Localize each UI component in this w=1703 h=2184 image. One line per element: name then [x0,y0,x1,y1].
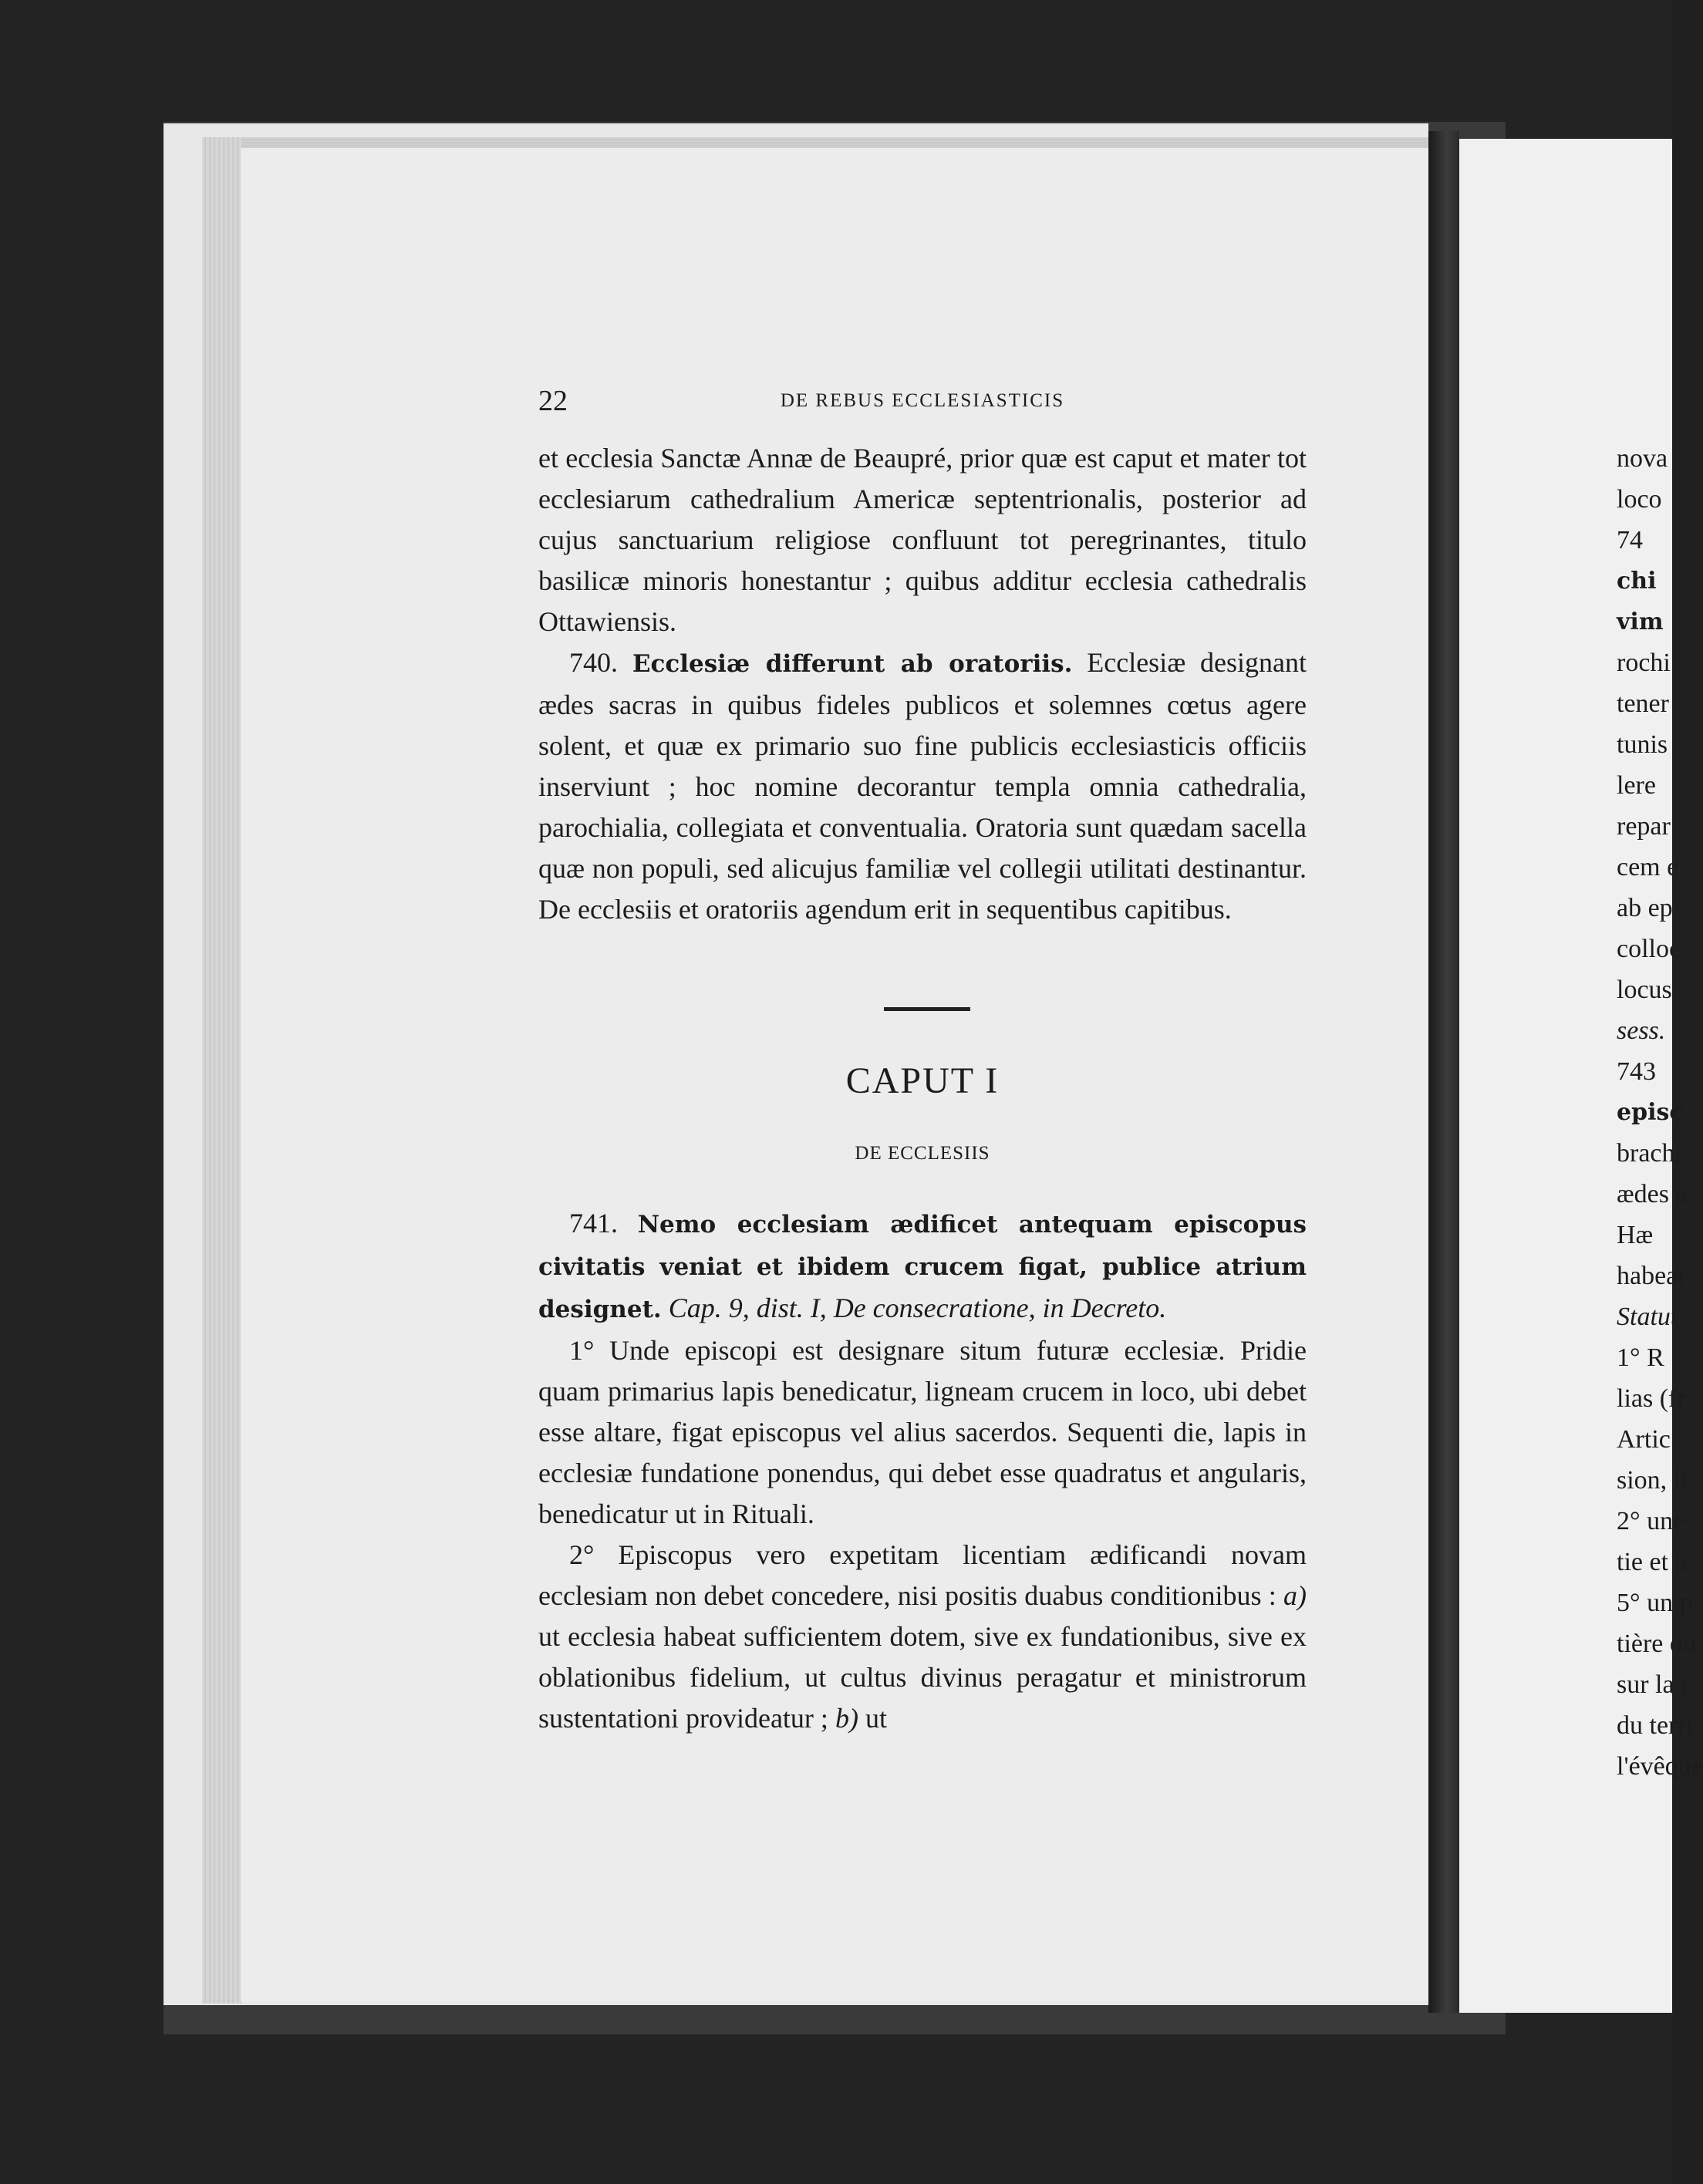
running-title: DE REBUS ECCLESIASTICIS [780,390,1065,411]
paragraph-text: ut ecclesia habeat sufficientem dotem, sive ex fundationibus, sive ex oblationibus fidelium, ut cultus divinus peragatur et ministrorum sustentationi provideatur ; [538,1621,1307,1734]
paragraph-reference: Cap. 9, dist. I, De consecratione, in Decreto. [668,1293,1167,1323]
right-line: Artic [1617,1425,1671,1454]
right-line: vim [1617,608,1664,635]
right-line: tie et a [1617,1548,1687,1576]
paragraph-number: 740. [569,647,618,678]
section-divider [884,1007,970,1011]
right-line: lias (fr [1617,1384,1686,1413]
right-line: episc [1617,1099,1684,1126]
chapter-subtitle: DE ECCLESIIS [855,1143,990,1164]
right-line: tunis [1617,730,1668,759]
right-line: cem e [1617,853,1679,881]
text-section-top [538,438,1307,930]
right-line: tener [1617,689,1669,718]
right-line: l'évêque [1617,1752,1703,1781]
paragraph-heading: Ecclesiæ differunt ab oratoriis. [632,650,1073,678]
right-line: Statut [1617,1303,1678,1331]
right-line: loco [1617,485,1662,514]
right-line: colloc [1617,935,1681,963]
chapter-title: CAPUT I [845,1060,1000,1101]
right-line: nova [1617,444,1668,473]
paragraph-2o [538,1535,1307,1739]
paragraph-text: ut [858,1703,887,1734]
paragraph-740 [538,642,1307,930]
right-line: 1° R [1617,1343,1664,1372]
right-line: du terri [1617,1711,1694,1740]
enumeration-label: b) [835,1703,858,1734]
right-line: brachi [1617,1139,1682,1168]
right-line: 2° une [1617,1507,1685,1535]
paragraph-741 [538,1203,1307,1330]
right-line: rochi [1617,649,1671,677]
right-line: 5° un p [1617,1589,1693,1617]
right-line: lere [1617,771,1656,800]
paragraph-number: 741. [569,1208,618,1239]
paragraph-continuation [538,438,1307,642]
paragraph-heading: Nemo ecclesiam ædificet antequam episcopus civitatis veniat et ibidem crucem figat, publice atrium designet. [538,1211,1307,1323]
page-number: 22 [538,385,568,417]
right-line: habeat [1617,1262,1685,1290]
right-line: tière ou [1617,1630,1696,1658]
right-line: chi [1617,568,1657,595]
text-section-bottom [538,1203,1307,1739]
paragraph-1o [538,1330,1307,1535]
paragraph-text: et ecclesia Sanctæ Annæ de Beaupré, prior quæ est caput et mater tot ecclesiarum cathedralium Americæ septentrionalis, posterior ad cujus sanctuarium religiose confluunt tot peregrinantes, titulo basilicæ minoris honestantur ; quibus additur ecclesia cathedralis Ottawiensis. [538,443,1307,637]
right-line: 743 [1617,1057,1656,1086]
running-head [538,384,1307,423]
right-line: sion, il [1617,1466,1688,1495]
right-page-text [1617,438,1703,1787]
right-line: ædes a [1617,1180,1688,1208]
right-line: locus [1617,976,1672,1004]
right-line: Hæ [1617,1221,1654,1249]
right-line: ab ep [1617,894,1673,922]
right-line: sur la r [1617,1670,1690,1699]
enumeration-label: a) [1283,1580,1307,1611]
right-line: 74 [1617,526,1643,554]
paragraph-text: Ecclesiæ designant ædes sacras in quibus fideles publicos et solemnes cœtus agere solent, et quæ ex primario suo fine publicis ecclesiasticis officiis inserviunt ; hoc nomine decorantur templa omnia cathedralia, parochialia, collegiata et conventualia. Oratoria sunt quædam sacella quæ non populi, sed alicujus familiæ vel collegii utilitati destinantur. De ecclesiis et oratoriis agendum erit in sequentibus capitibus. [538,647,1307,925]
right-line: repar [1617,812,1671,841]
paragraph-text: 1° Unde episcopi est designare situm futuræ ecclesiæ. Pridie quam primarius lapis benedicatur, ligneam crucem in loco, ubi debet esse altare, figat episcopus vel alius sacerdos. Sequenti die, lapis in ecclesiæ fundatione ponendus, qui debet esse quadratus et angularis, benedicatur ut in Rituali. [538,1335,1307,1529]
right-line: sess. [1617,1016,1666,1045]
paragraph-text: 2° Episcopus vero expetitam licentiam ædificandi novam ecclesiam non debet concedere, nisi positis duabus conditionibus : [538,1539,1307,1611]
